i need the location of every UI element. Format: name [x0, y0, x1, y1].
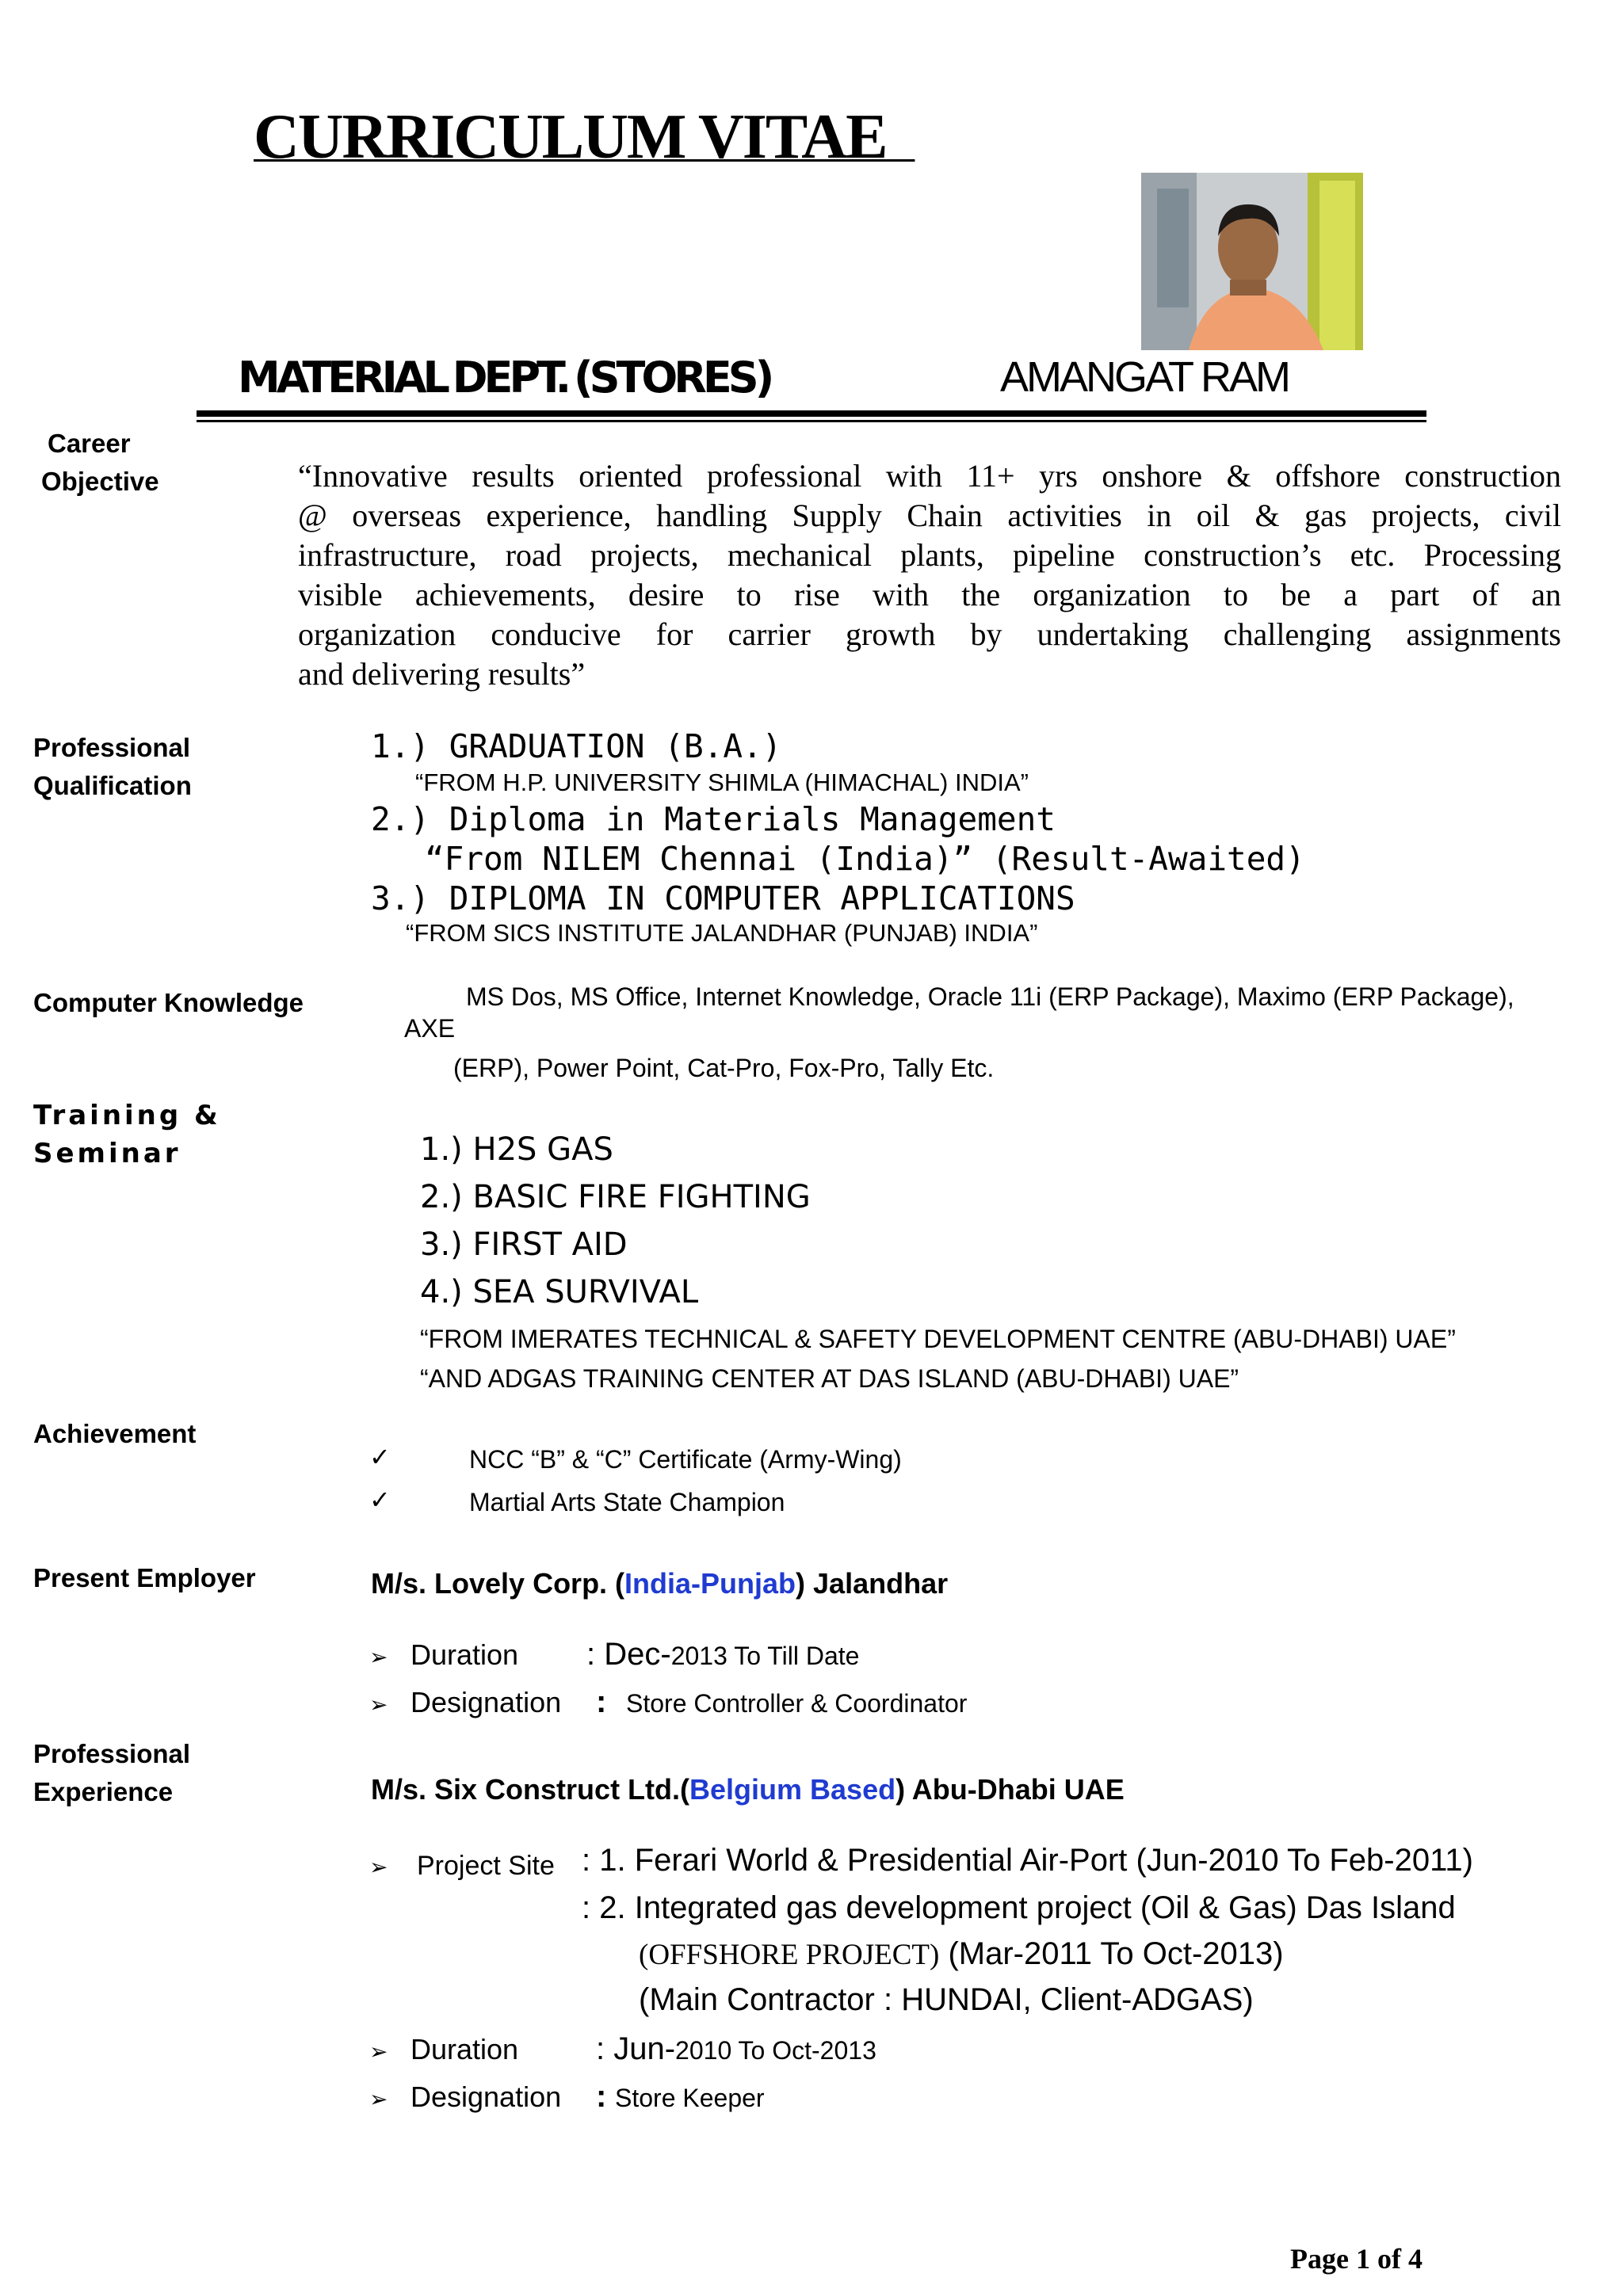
check-icon: ✓ — [369, 1485, 391, 1515]
training-item-4: 4.) SEA SURVIVAL — [420, 1274, 699, 1310]
project-site-2: : 2. Integrated gas development project (Oil & Gas) Das Island — [582, 1890, 1456, 1925]
qualification-label-2: Qualification — [33, 771, 192, 800]
project-site-4: (Main Contractor : HUNDAI, Client-ADGAS) — [639, 1982, 1254, 2017]
qualification-label-1: Professional — [33, 733, 191, 762]
experience-duration: ➢ Duration — [369, 2033, 519, 2065]
profile-photo — [1141, 173, 1363, 350]
experience-designation: ➢ Designation — [369, 2081, 562, 2113]
candidate-name: AMANGAT RAM — [1000, 353, 1289, 401]
arrow-bullet-icon: ➢ — [369, 2086, 388, 2112]
career-label: Career — [48, 429, 131, 458]
present-duration-value: : Dec-2013 To Till Date — [586, 1637, 860, 1672]
qualification-2-sub: “From NILEM Chennai (India)” (Result-Awaited) — [425, 840, 1305, 878]
header-rule — [197, 410, 1426, 417]
training-item-2: 2.) BASIC FIRE FIGHTING — [420, 1179, 811, 1215]
training-item-3: 3.) FIRST AID — [420, 1226, 628, 1263]
present-employer-label: Present Employer — [33, 1563, 256, 1592]
training-from-2: “AND ADGAS TRAINING CENTER AT DAS ISLAND (ABU-DHABI) UAE” — [420, 1364, 1239, 1393]
arrow-bullet-icon: ➢ — [369, 1691, 388, 1718]
objective-label: Objective — [41, 467, 159, 496]
career-objective-text: “Innovative results oriented professional with 11+ yrs onshore & offshore construction @ overseas experience, handling Supply Chain activities in oil & gas projects, civil infrastructure, road projects, mechanical plants, pipeline construction’s etc. Processing visible achievements, desire to rise with the organization to be a part of an organization conducive for carrier growth by undertaking challenging assignments and delivering results” — [298, 458, 1561, 692]
qualification-2-title: 2.) Diploma in Materials Management — [371, 800, 1056, 838]
qualification-1-title: 1.) GRADUATION (B.A.) — [371, 727, 782, 765]
present-designation-value: Store Controller & Coordinator — [626, 1689, 968, 1718]
qualification-1-sub: “FROM H.P. UNIVERSITY SHIMLA (HIMACHAL) INDIA” — [415, 769, 1029, 796]
page-number: Page 1 of 4 — [1290, 2243, 1423, 2275]
achievement-item-1: NCC “B” & “C” Certificate (Army-Wing) — [469, 1445, 902, 1474]
experience-duration-value: : Jun-2010 To Oct-2013 — [596, 2031, 876, 2066]
page-title: CURRICULUM VITAE — [254, 102, 887, 172]
arrow-bullet-icon: ➢ — [369, 1644, 388, 1670]
experience-label-2: Experience — [33, 1777, 174, 1806]
present-duration: ➢ Duration — [369, 1638, 519, 1671]
achievement-label: Achievement — [33, 1419, 197, 1448]
experience-designation-colon: : — [596, 2079, 607, 2114]
present-company: M/s. Lovely Corp. (India-Punjab) Jalandhar — [371, 1567, 949, 1600]
experience-company: M/s. Six Construct Ltd.(Belgium Based) Abu-Dhabi UAE — [371, 1773, 1125, 1806]
project-site-1: : 1. Ferari World & Presidential Air-Port (Jun-2010 To Feb-2011) — [582, 1843, 1473, 1878]
present-designation: ➢ Designation — [369, 1686, 562, 1718]
check-icon: ✓ — [369, 1442, 391, 1472]
experience-designation-value: Store Keeper — [615, 2084, 765, 2112]
experience-label-1: Professional — [33, 1739, 191, 1768]
arrow-bullet-icon: ➢ — [369, 2039, 388, 2065]
qualification-3-title: 3.) DIPLOMA IN COMPUTER APPLICATIONS — [371, 879, 1075, 917]
computer-line-2: AXE — [404, 1014, 456, 1043]
computer-line-3: (ERP), Power Point, Cat-Pro, Fox-Pro, Tally Etc. — [453, 1054, 995, 1082]
department-title: MATERIAL DEPT. (STORES) — [238, 353, 771, 402]
training-label-2: Seminar — [33, 1138, 181, 1169]
training-item-1: 1.) H2S GAS — [420, 1131, 613, 1168]
achievement-item-2: Martial Arts State Champion — [469, 1488, 785, 1516]
present-designation-colon: : — [596, 1684, 607, 1719]
computer-label: Computer Knowledge — [33, 988, 304, 1017]
project-site: ➢ Project Site — [369, 1851, 555, 1881]
computer-line-1: MS Dos, MS Office, Internet Knowledge, Oracle 11i (ERP Package), Maximo (ERP Package), — [466, 982, 1514, 1011]
header-rule-thin — [197, 420, 1426, 422]
qualification-3-sub: “FROM SICS INSTITUTE JALANDHAR (PUNJAB) INDIA” — [406, 919, 1038, 947]
training-label-1: Training & — [33, 1100, 221, 1131]
training-from-1: “FROM IMERATES TECHNICAL & SAFETY DEVELOPMENT CENTRE (ABU-DHABI) UAE” — [420, 1325, 1456, 1353]
arrow-bullet-icon: ➢ — [369, 1854, 388, 1880]
project-site-3: (OFFSHORE PROJECT) (Mar-2011 To Oct-2013) — [639, 1936, 1284, 1971]
